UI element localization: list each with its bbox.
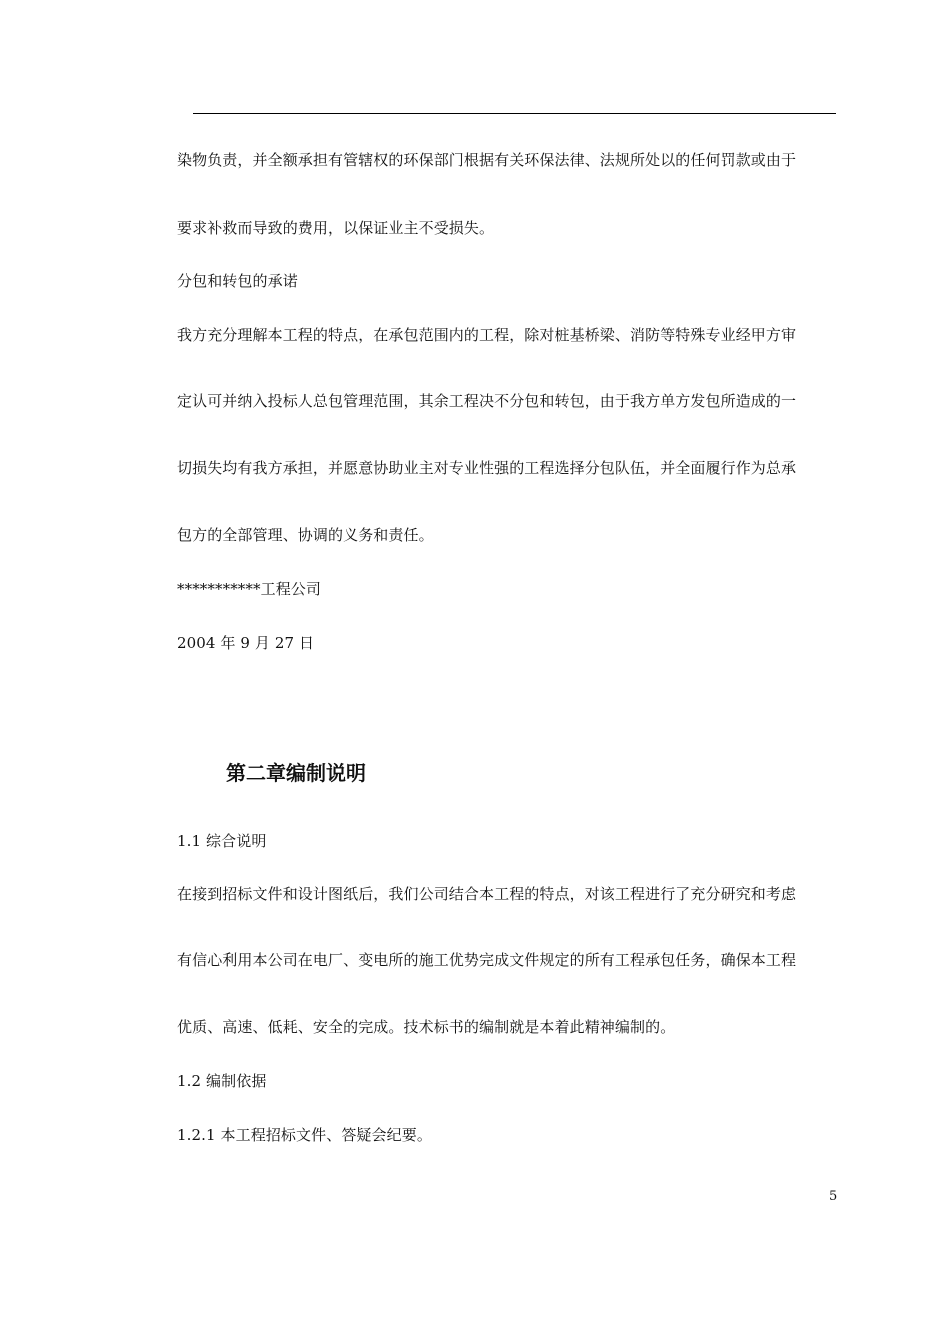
signature-company: ***********工程公司 — [177, 580, 322, 598]
paragraph-line: 染物负责，并全额承担有管辖权的环保部门根据有关环保法律、法规所处以的任何罚款或由于 — [177, 151, 797, 169]
paragraph-line: 定认可并纳入投标人总包管理范围，其余工程决不分包和转包，由于我方单方发包所造成的一 — [177, 392, 797, 410]
paragraph-line: 有信心利用本公司在电厂、变电所的施工优势完成文件规定的所有工程承包任务，确保本工程 — [177, 951, 797, 969]
paragraph-line: 优质、高速、低耗、安全的完成。技术标书的编制就是本着此精神编制的。 — [177, 1018, 676, 1036]
signature-date: 2004 年 9 月 27 日 — [177, 634, 315, 652]
section-heading: 1.1 综合说明 — [177, 832, 267, 850]
chapter-title: 第二章编制说明 — [226, 761, 366, 785]
page-number: 5 — [829, 1189, 838, 1204]
section-heading: 1.2.1 本工程招标文件、答疑会纪要。 — [177, 1126, 432, 1144]
subheading: 分包和转包的承诺 — [177, 272, 298, 290]
paragraph-line: 切损失均有我方承担，并愿意协助业主对专业性强的工程选择分包队伍，并全面履行作为总承 — [177, 459, 797, 477]
paragraph-line: 包方的全部管理、协调的义务和责任。 — [177, 526, 434, 544]
paragraph-line: 在接到招标文件和设计图纸后，我们公司结合本工程的特点，对该工程进行了充分研究和考虑 — [177, 885, 797, 903]
paragraph-line: 要求补救而导致的费用，以保证业主不受损失。 — [177, 219, 495, 237]
paragraph-line: 我方充分理解本工程的特点，在承包范围内的工程，除对桩基桥梁、消防等特殊专业经甲方审 — [177, 326, 797, 344]
section-heading: 1.2 编制依据 — [177, 1072, 267, 1090]
header-rule — [193, 113, 836, 114]
